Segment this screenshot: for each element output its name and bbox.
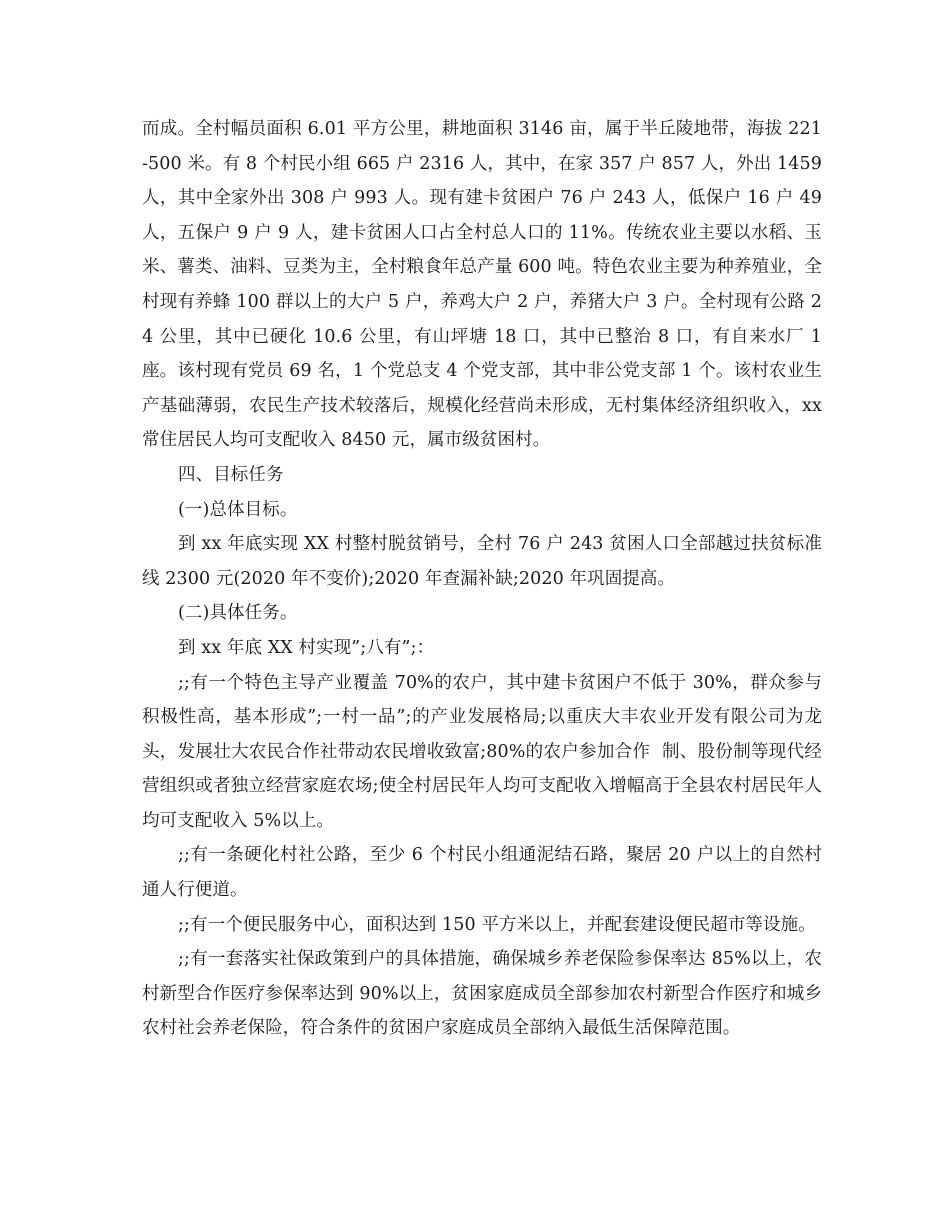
paragraph-task-social-security: ;;有一套落实社保政策到户的具体措施，确保城乡养老保险参保率达 85%以上，农村新型合作医疗参保率达到 90%以上，贫困家庭成员全部参加农村新型合作医疗和城乡农村社会养老保险，符合条件的贫困户家庭成员全部纳入最低生活保障范围。 [142, 949, 822, 1039]
section-heading-goals-tasks: 四、目标任务 [178, 464, 284, 485]
subheading-overall-goal: (一)总体目标。 [178, 499, 298, 520]
subheading-specific-tasks: (二)具体任务。 [178, 603, 298, 624]
paragraph-overall-goal: 到 xx 年底实现 XX 村整村脱贫销号，全村 76 户 243 贫困人口全部越过扶贫标准线 2300 元(2020 年不变价);2020 年查漏补缺;2020 年巩固提高。 [142, 534, 822, 589]
paragraph-eight-haves-intro: 到 xx 年底 XX 村实现”;八有”;： [178, 637, 435, 658]
document-page [142, 112, 828, 1046]
paragraph-task-road: ;;有一条硬化村社公路，至少 6 个村民小组通泥结石路，聚居 20 户以上的自然村通人行便道。 [142, 845, 822, 901]
paragraph-task-industry: ;;有一个特色主导产业覆盖 70%的农户，其中建卡贫困户不低于 30%，群众参与积极性高，基本形成”;一村一品”;的产业发展格局;以重庆大丰农业开发有限公司为龙头，发展壮大农民合作社带动农民增收致富;80%的农户参加合作 制、股份制等现代经营组织或者独立经营家庭农场;使全村居民年人均可支配收入增幅高于全县农村居民年人均可支配收入 5%以上。 [142, 672, 822, 831]
paragraph-task-service-center: ;;有一个便民服务中心，面积达到 150 平方米以上，并配套建设便民超市等设施。 [178, 914, 816, 935]
paragraph-village-overview: 而成。全村幅员面积 6.01 平方公里，耕地面积 3146 亩，属于半丘陵地带，海拔 221-500 米。有 8 个村民小组 665 户 2316 人，其中，在家 357 户 857 人，外出 1459 人，其中全家外出 308 户 993 人。现有建卡贫困户 76 户 243 人，低保户 16 户 49 人，五保户 9 户 9 人，建卡贫困人口占全村总人口的 11%。传统农业主要以水稻、玉米、薯类、油料、豆类为主，全村粮食年总产量 600 吨。特色农业主要为种养殖业，全村现有养蜂 100 群以上的大户 5 户，养鸡大户 2 户，养猪大户 3 户。全村现有公路 24 公里，其中已硬化 10.6 公里，有山坪塘 18 口，其中已整治 8 口，有自来水厂 1 座。该村现有党员 69 名，1 个党总支 4 个党支部，其中非公党支部 1 个。该村农业生产基础薄弱，农民生产技术较落后，规模化经营尚未形成，无村集体经济组织收入，xx 常住居民人均可支配收入 8450 元，属市级贫困村。 [142, 119, 828, 451]
